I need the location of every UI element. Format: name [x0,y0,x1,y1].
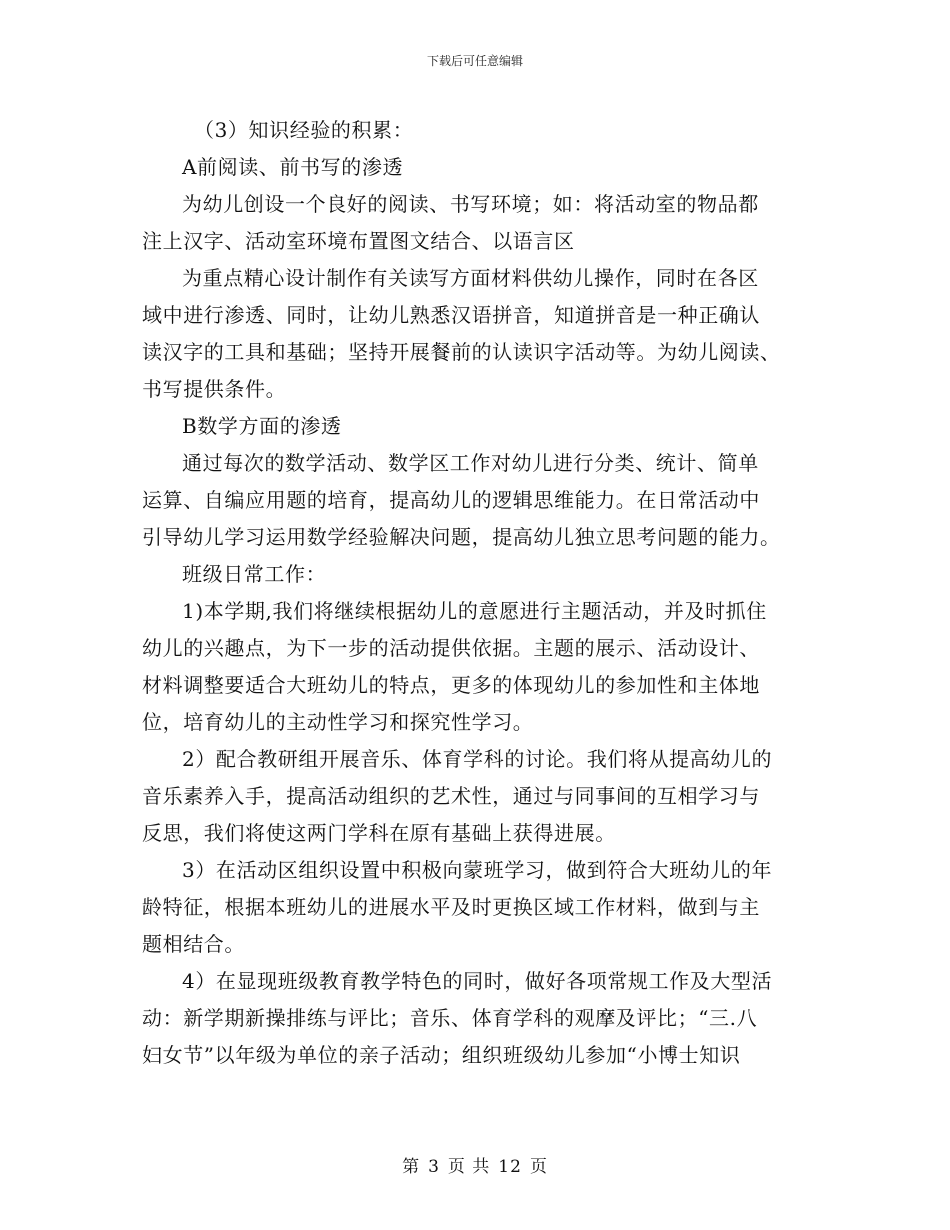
text-line: A前阅读、前书写的渗透 [182,155,404,179]
text-line: 读汉字的工具和基础；坚持开展餐前的认读识字活动等。为幼儿阅读、 [142,340,781,364]
text-line: 题相结合。 [142,932,245,956]
text-line: 运算、自编应用题的培育，提高幼儿的逻辑思维能力。在日常活动中 [142,488,760,512]
text-line: 1)本学期,我们将继续根据幼儿的意愿进行主题活动，并及时抓住 [182,599,767,623]
text-line: 材料调整要适合大班幼儿的特点，更多的体现幼儿的参加性和主体地 [142,673,760,697]
text-line: 幼儿的兴趣点，为下一步的活动提供依据。主题的展示、活动设计、 [142,636,760,660]
text-line: 为幼儿创设一个良好的阅读、书写环境；如：将活动室的物品都 [182,192,759,216]
text-line: 3）在活动区组织设置中积极向蒙班学习，做到符合大班幼儿的年 [182,858,773,882]
text-line: 妇女节”以年级为单位的亲子活动；组织班级幼儿参加“小博士知识 [142,1043,741,1067]
document-body [142,112,810,1074]
text-line: 4）在显现班级教育教学特色的同时，做好各项常规工作及大型活 [182,969,773,993]
page-number-footer [0,1152,950,1177]
text-line: 引导幼儿学习运用数学经验解决问题，提高幼儿独立思考问题的能力。 [142,525,781,549]
text-line: B数学方面的渗透 [182,414,342,438]
text-line: 2）配合教研组开展音乐、体育学科的讨论。我们将从提高幼儿的 [182,747,773,771]
page-header-note: 下载后可任意编辑 [426,54,523,68]
footer-middle: 页 共 [447,1157,491,1177]
text-line: 注上汉字、活动室环境布置图文结合、以语言区 [142,229,575,253]
text-line: 通过每次的数学活动、数学区工作对幼儿进行分类、统计、简单 [182,451,759,475]
text-line: 书写提供条件。 [142,377,287,401]
footer-suffix: 页 [529,1157,548,1177]
text-line: 域中进行渗透、同时，让幼儿熟悉汉语拼音，知道拼音是一种正确认 [142,303,760,327]
footer-prefix: 第 [402,1157,421,1177]
text-line: 班级日常工作： [182,562,327,586]
text-line: 音乐素养入手，提高活动组织的艺术性，通过与同事间的互相学习与 [142,784,760,808]
total-page-count: 12 [498,1157,522,1177]
current-page-number: 3 [428,1157,440,1177]
text-line: 反思，我们将使这两门学科在原有基础上获得进展。 [142,821,616,845]
text-line: （3）知识经验的积累： [194,118,414,142]
text-line: 龄特征，根据本班幼儿的进展水平及时更换区域工作材料，做到与主 [142,895,760,919]
text-line: 为重点精心设计制作有关读写方面材料供幼儿操作，同时在各区 [182,266,759,290]
text-line: 位，培育幼儿的主动性学习和探究性学习。 [142,710,534,734]
text-line: 动：新学期新操排练与评比；音乐、体育学科的观摩及评比；“三.八 [142,1006,758,1030]
